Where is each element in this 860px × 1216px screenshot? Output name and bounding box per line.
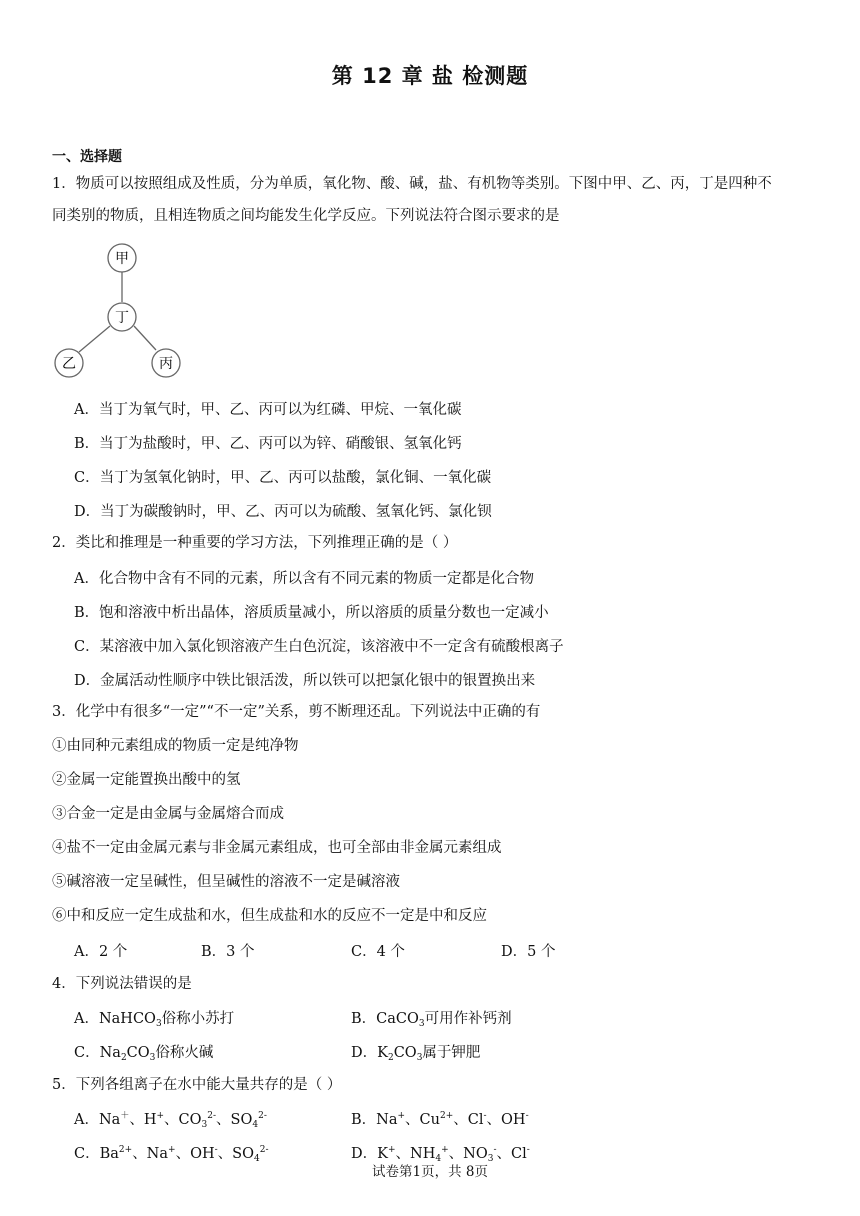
q4-option-c: C．$Na_2CO_3$俗称火碱 <box>74 1045 214 1063</box>
q3-statement-4: ④盐不一定由金属元素与非金属元素组成，也可全部由非金属元素组成 <box>52 840 502 856</box>
link-ding-yi <box>79 326 110 352</box>
q1-option-d: D．当丁为碳酸钠时，甲、乙、丙可以为硫酸、氢氧化钙、氯化钡 <box>74 504 492 520</box>
q3-statement-2: ②金属一定能置换出酸中的氢 <box>52 772 241 788</box>
q2-stem: 2．类比和推理是一种重要的学习方法，下列推理正确的是（ ） <box>52 535 458 551</box>
q2-option-d: D．金属活动性顺序中铁比银活泼，所以铁可以把氯化银中的银置换出来 <box>74 673 536 689</box>
node-yi-label: 乙 <box>62 356 76 372</box>
q1-option-c: C．当丁为氢氧化钠时，甲、乙、丙可以盐酸，氯化铜、一氧化碳 <box>74 470 492 486</box>
q3-option-b: B．3 个 <box>201 944 255 960</box>
page-footer: 试卷第1页，共 8页 <box>372 1164 488 1180</box>
q3-statement-5: ⑤碱溶液一定呈碱性，但呈碱性的溶液不一定是碱溶液 <box>52 874 400 890</box>
q4-stem: 4．下列说法错误的是 <box>52 976 192 992</box>
page-title: 第 12 章 盐 检测题 <box>331 64 529 88</box>
q1-option-b: B．当丁为盐酸时，甲、乙、丙可以为锌、硝酸银、氢氧化钙 <box>74 436 462 452</box>
q1-relation-diagram <box>52 242 192 382</box>
q2-option-c: C．某溶液中加入氯化钡溶液产生白色沉淀，该溶液中不一定含有硫酸根离子 <box>74 639 564 655</box>
q5-option-a: A．Na＋、H+、$CO_3^{2-}$、$SO_4^{2-}$ <box>74 1111 267 1130</box>
node-bing <box>152 349 180 377</box>
node-jia-label: 甲 <box>115 251 129 267</box>
node-ding <box>108 303 136 331</box>
node-bing-label: 丙 <box>159 356 173 372</box>
link-ding-bing <box>134 326 156 350</box>
q3-option-d: D．5 个 <box>501 944 556 960</box>
q5-option-b: B．Na+、$Cu^{2+}$、Cl-、OH- <box>351 1111 529 1128</box>
q3-statement-6: ⑥中和反应一定生成盐和水，但生成盐和水的反应不一定是中和反应 <box>52 908 487 924</box>
node-yi <box>55 349 83 377</box>
section-heading: 一、选择题 <box>52 149 122 165</box>
q4-option-b: B．CaCO$_3$可用作补钙剂 <box>351 1011 512 1029</box>
q5-option-d: D．K+、$NH_4^+$、$NO_3^-$、Cl- <box>351 1145 530 1164</box>
q1-option-a: A．当丁为氧气时，甲、乙、丙可以为红磷、甲烷、一氧化碳 <box>74 402 462 418</box>
q1-stem-line2: 同类别的物质，且相连物质之间均能发生化学反应。下列说法符合图示要求的是 <box>52 208 560 224</box>
node-jia <box>108 244 136 272</box>
q2-option-b: B．饱和溶液中析出晶体，溶质质量减小，所以溶质的质量分数也一定减小 <box>74 605 549 621</box>
q4-option-a: A．NaHCO$_3$俗称小苏打 <box>74 1011 235 1029</box>
q1-stem-line1: 1．物质可以按照组成及性质，分为单质，氧化物、酸、碱，盐、有机物等类别。下图中甲、乙、丙，丁是四种不 <box>52 176 772 192</box>
q4-option-d: D．$K_2CO_3$属于钾肥 <box>351 1045 481 1063</box>
q5-option-c: C．$Ba^{2+}$、Na+、OH-、$SO_4^{2-}$ <box>74 1145 269 1164</box>
q3-statement-3: ③合金一定是由金属与金属熔合而成 <box>52 806 284 822</box>
q3-stem: 3．化学中有很多“一定”“不一定”关系，剪不断理还乱。下列说法中正确的有 <box>52 704 541 720</box>
q2-option-a: A．化合物中含有不同的元素，所以含有不同元素的物质一定都是化合物 <box>74 571 534 587</box>
q3-option-a: A．2 个 <box>74 944 128 960</box>
q5-stem: 5．下列各组离子在水中能大量共存的是（ ） <box>52 1077 342 1093</box>
node-ding-label: 丁 <box>115 310 129 326</box>
q3-statement-1: ①由同种元素组成的物质一定是纯净物 <box>52 738 299 754</box>
q3-option-c: C．4 个 <box>351 944 405 960</box>
